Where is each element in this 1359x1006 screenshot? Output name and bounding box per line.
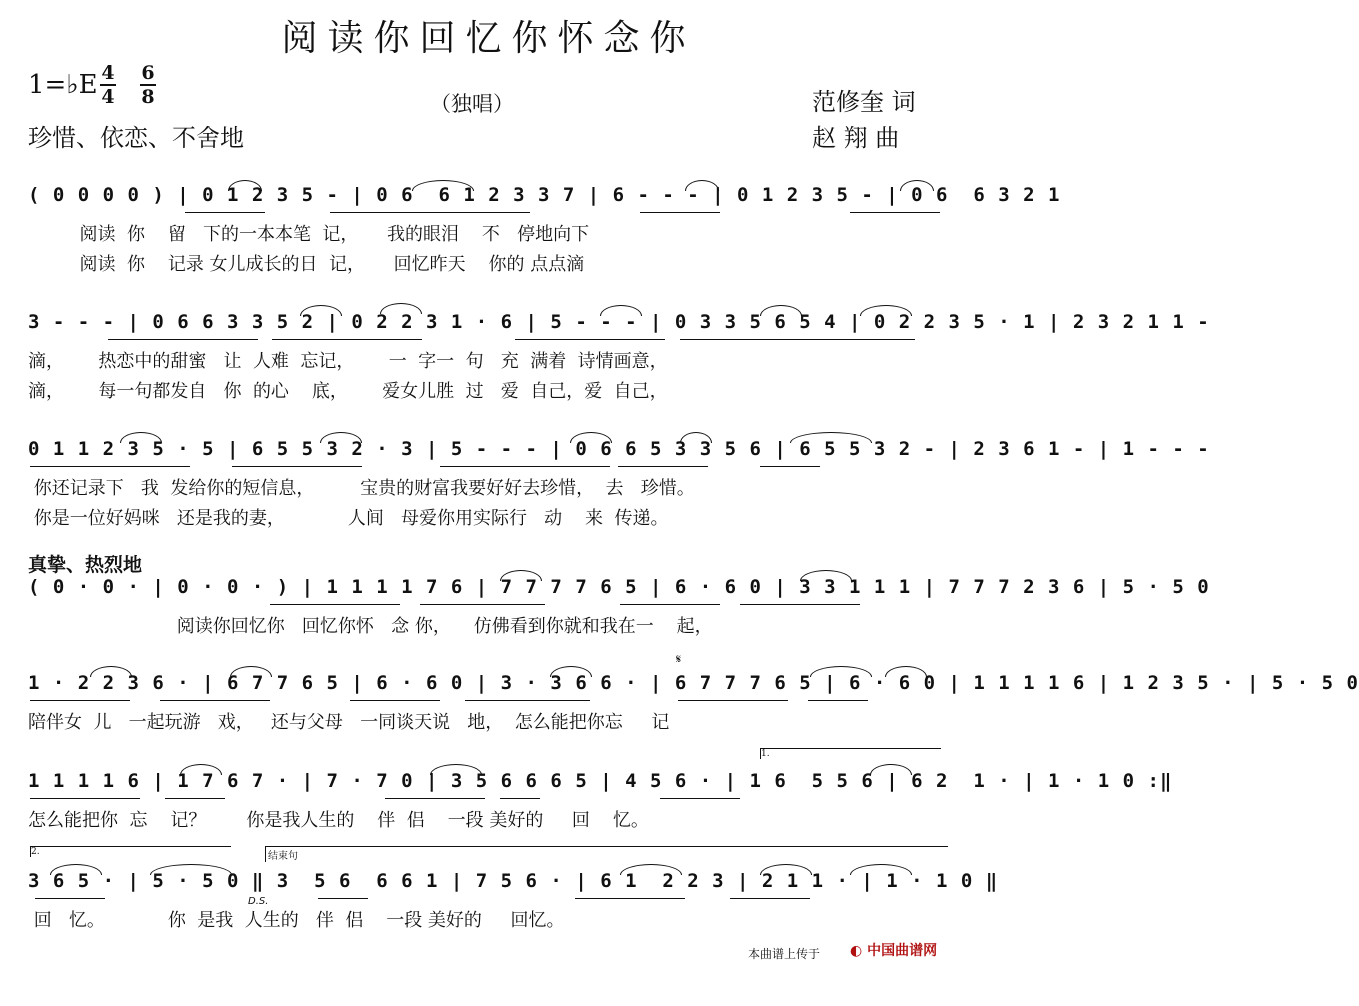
page-title: 阅读你回忆你怀念你 (281, 18, 696, 59)
section-expression: 真挚、热烈地 (28, 554, 143, 576)
score-system-7 (0, 866, 999, 1006)
notation-line: 3 - - - | 0 6 6 3 3 5 2 | 0 2 2 3 1 · 6 | 5 - - - | 0 3 3 5 6 5 4 | 0 2 2 3 5 · 1 | 2 3 2 1 1 - (28, 311, 1210, 333)
lyricist-credit: 范修奎 词 (812, 88, 916, 116)
lyrics-verse-1: 你还记录下 我 发给你的短信息， 宝贵的财富我要好好去珍惜， 去 珍惜。 (28, 478, 695, 499)
expression-marking: 珍惜、依恋、不舍地 (28, 124, 244, 152)
lyrics-line: 回 忆。 你 是我 人生的 伴 侣 一段 美好的 回忆。 (28, 910, 565, 931)
score-system-1 (0, 178, 1061, 318)
notation-line: 1 1 1 1 6 | 1 7 6 7 · | 7 · 7 0 | 3 5 6 6 6 5 | 4 5 6 · | 1 6 5 5 6 | 6 2 1 · | 1 · 1 0 :‖ (28, 770, 1173, 792)
notation-line: ( 0 0 0 0 ) | 0 1 2 3 5 - | 0 6 6 1 2 3 3 7 | 6 - - - | 0 1 2 3 5 - | 0 6 6 3 2 1 (28, 184, 1061, 206)
performance-type: （独唱） (430, 92, 514, 116)
site-logo-icon: ◐ (850, 943, 863, 959)
key-signature: 1=♭E (28, 70, 98, 100)
second-ending-bracket: 2. (30, 846, 231, 857)
lyrics-verse-1: 阅读 你 留 下的一本本笔 记， 我的眼泪 不 停地向下 (28, 224, 590, 245)
segno-icon: 𝄋 (676, 652, 682, 666)
upload-credit: 本曲谱上传于 (748, 947, 821, 961)
score-system-2 (0, 305, 1210, 445)
lyrics-verse-2: 滴， 每一句都发自 你 的心 底， 爱女儿胜 过 爱 自己，爱 自己， (28, 381, 668, 402)
first-ending-bracket: 1. (760, 748, 941, 759)
notation-line: 3 6 5 · | 5 · 5 0 ‖ 3 5 6 6 6 1 | 7 5 6 · | 6 1 2 2 3 | 2 1 1 · | 1 · 1 0 ‖ (28, 870, 999, 892)
dal-segno-mark: D.S. (248, 896, 269, 907)
notation-line: 1 · 2 2 3 6 · | 6 7 7 6 5 | 6 · 6 0 | 3 · 3 6 6 · | 6 7 7 7 6 5 | 6 · 6 0 | 1 1 1 1 6 | 1 2 3 5 · | 5 · 5 0 (28, 672, 1359, 694)
coda-label: 结束句 (265, 846, 948, 862)
composer-credit: 赵 翔 曲 (812, 124, 900, 152)
lyrics-verse-2: 你是一位好妈咪 还是我的妻， 人间 母爱你用实际行 动 来 传递。 (28, 508, 669, 529)
lyrics-verse-2: 阅读 你 记录 女儿成长的日 记， 回忆昨天 你的 点点滴 (28, 254, 585, 275)
lyrics-line: 阅读你回忆你 回忆你怀 念 你， 仿佛看到你就和我在一 起， (28, 616, 713, 637)
lyrics-verse-1: 滴， 热恋中的甜蜜 让 人难 忘记， 一 字一 句 充 满着 诗情画意， (28, 351, 668, 372)
score-system-3 (0, 432, 1210, 572)
lyrics-line: 怎么能把你 忘 记？ 你是我人生的 伴 侣 一段 美好的 回 忆。 (28, 810, 649, 831)
time-signature-6-8: 6 8 (141, 62, 155, 108)
notation-line: ( 0 · 0 · | 0 · 0 · ) | 1 1 1 1 7 6 | 7 7 7 7 6 5 | 6 · 6 0 | 3 3 1 1 1 | 7 7 7 2 3 6 | 5 · 5 0 (28, 576, 1210, 598)
site-logo (850, 940, 937, 960)
lyrics-line: 陪伴女 儿 一起玩游 戏， 还与父母 一同谈天说 地， 怎么能把你忘 记 (28, 712, 670, 733)
site-name: 中国曲谱网 (867, 943, 938, 959)
time-signature-4-4: 4 4 (101, 62, 115, 108)
notation-line: 0 1 1 2 3 5 · 5 | 6 5 5 3 2 · 3 | 5 - - - | 0 6 6 5 3 3 5 6 | 6 5 5 3 2 - | 2 3 6 1 - | 1 - - - (28, 438, 1210, 460)
